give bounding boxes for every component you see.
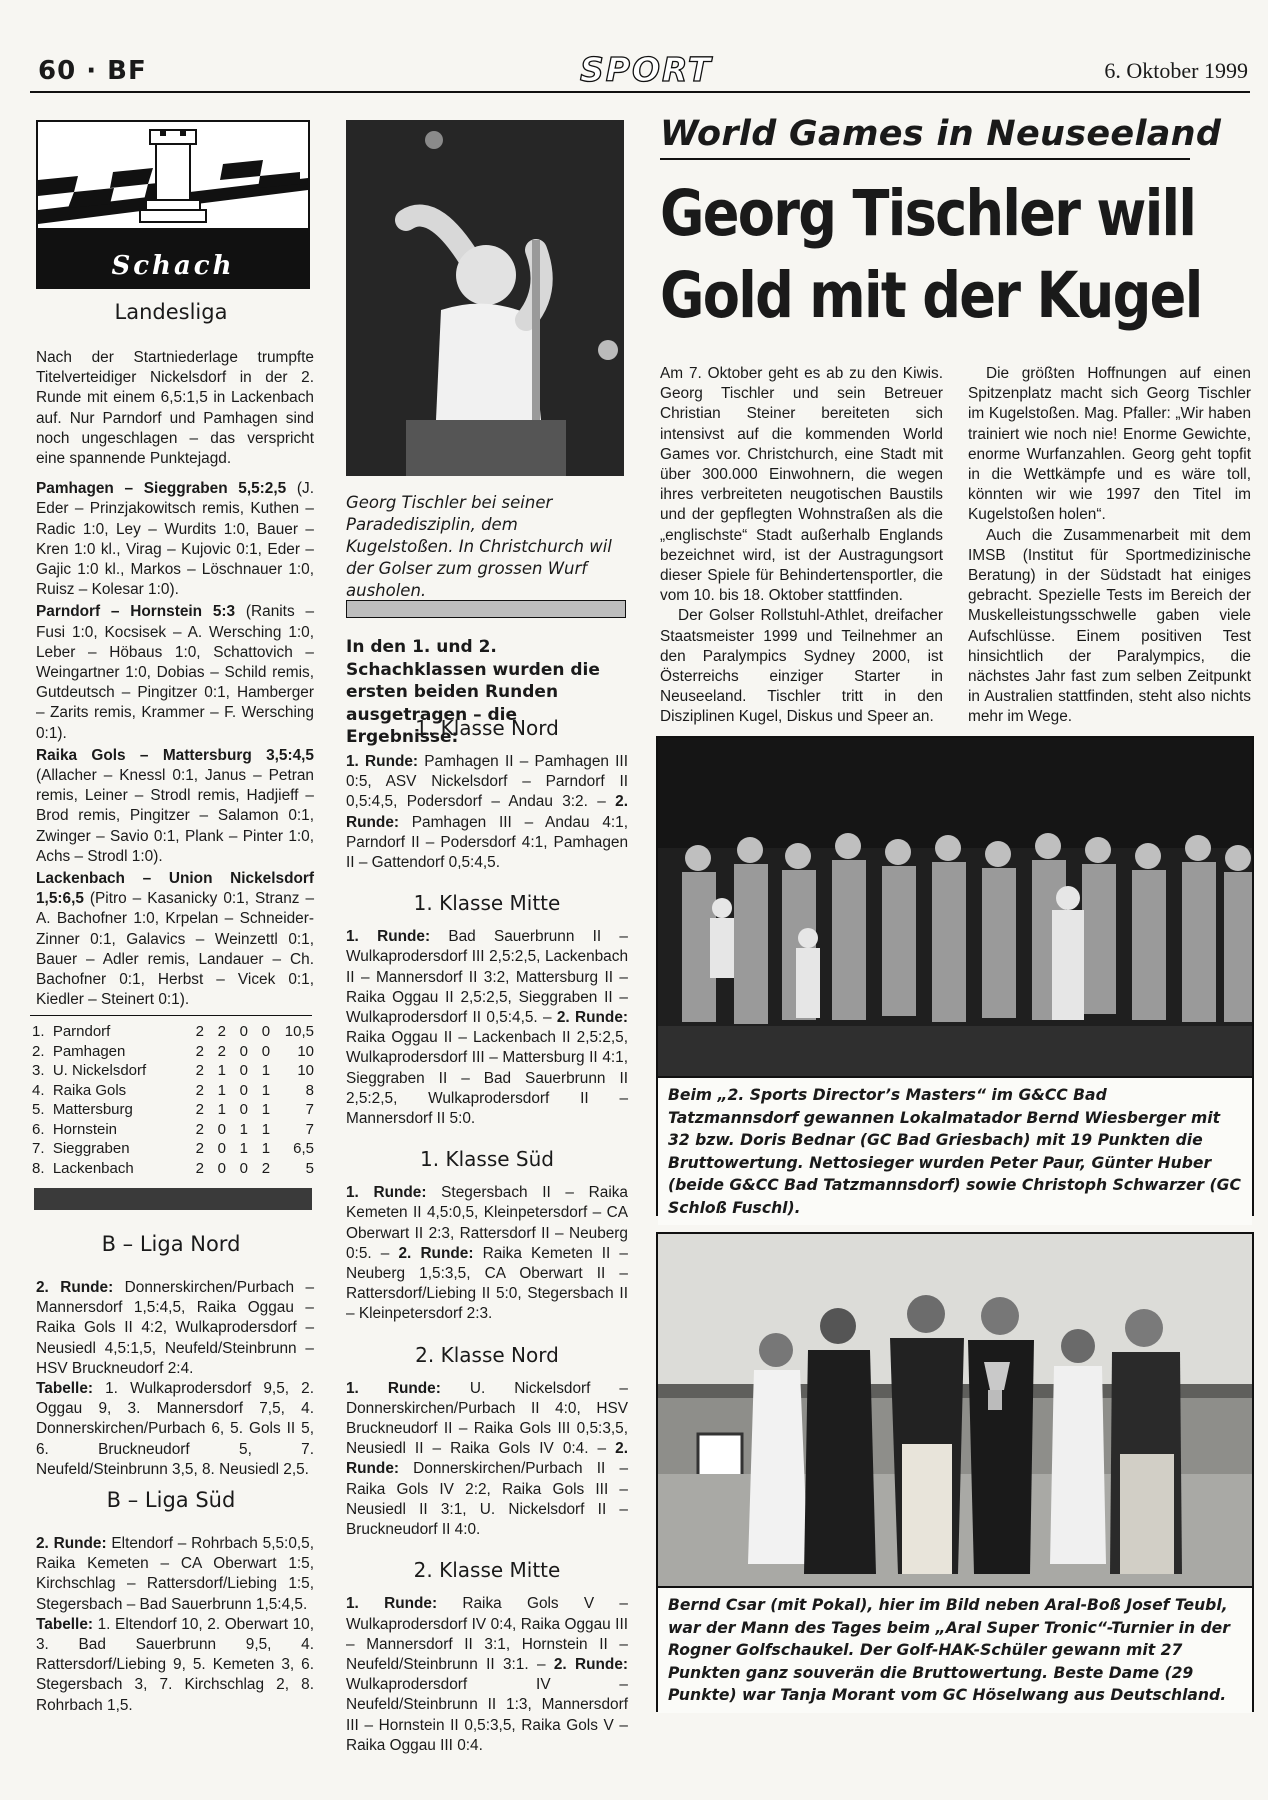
standings-rank: 1. (32, 1023, 45, 1041)
article-col2-p2: Auch die Zusammenarbeit mit dem IMSB (Institut für Sportmedizinische Beratung) in der Südstadt hat einiges gebracht. Spezielle Tests im Bereich der Muskelleistungsschwelle gaben viele Aufschlüsse. Einem positiven Test hinsichtlich der Paralympics, die nächstes Jahr fast zum selben Zeitpunkt in Australien stattfinden, steht also nichts mehr im Wege. (968, 526, 1251, 726)
bliga-nord-round-text: Donnerskirchen/Purbach – Mannersdorf 1,5:4,5, Raika Oggau – Raika Gols II 4:2, Wulkaprodersdorf – Neusiedl 4,5:1,5, Neufeld/Steinbrunn – HSV Bruckneudorf 2:4. (36, 1279, 314, 1377)
match-3-head: Raika Gols – Mattersburg 3,5:4,5 (36, 746, 314, 764)
klasse-5-r1-text: Raika Gols V – Wulkaprodersdorf IV 0:4, Raika Oggau III – Mannersdorf II 3:1, Hornstein II – Neufeld/Steinbrunn II 3:1. – (346, 1595, 628, 1673)
standings-team: Pamhagen (52, 1042, 126, 1060)
standings-pts: 7 (305, 1120, 314, 1138)
bliga-sued-table-label: Tabelle: (36, 1615, 94, 1633)
klasse-2-r1-text: Bad Sauerbrunn II – Wulkaprodersdorf III 2,5:2,5, Lackenbach II – Mannersdorf II 3:2, Mattersburg II – Raika Oggau II 2,5:2,5, Sieggraben II – Wulkaprodersdorf II 0,5:4,5. – (346, 928, 628, 1027)
klassen-list (346, 716, 628, 1756)
bliga-nord-text (36, 1278, 314, 1480)
klasse-3-r2-text: Raika Kemeten II – Neuberg 1,5:3,5, CA Oberwart II – Rattersdorf/Liebing II 5:0, Stegersbach II – Kleinpetersdorf 2:3. (346, 1244, 628, 1323)
match-2-body: (Ranits – Fusi 1:0, Kocsisek – A. Wersching 1:0, Leber – Höbaus 1:0, Schattovich – Weingartner 1:0, Dobias – Schild remis, Gutdeutsch – Pingitzer 0:1, Hamberger – Zarits remis, Krammer – F. Wersching 0:1). (36, 603, 314, 742)
match-1-body: (J. Eder – Prinzjakowitsch remis, Kuthen – Radic 1:0, Ley – Wurdits 1:0, Bauer – Kren 1:0 kl., Virag – Kujovic 0:1, Eder – Gajic 1:0 kl., Markos – Löschnauer 1:0, Ruisz – Kolesar 1:0). (36, 480, 315, 599)
bliga-sued-round-label: 2. Runde: (36, 1535, 107, 1552)
standings-rank: 7. (32, 1140, 45, 1158)
chess-logo (36, 120, 310, 289)
bliga-nord-table-label: Tabelle: (36, 1380, 94, 1398)
klasse-3-title: 1. Klasse Süd (420, 1147, 554, 1172)
standings-p: 2 (195, 1140, 204, 1158)
standings-rule (30, 1015, 312, 1016)
standings-rank: 2. (32, 1042, 45, 1060)
photo-shot-put (346, 120, 624, 476)
klasse-4-title: 2. Klasse Nord (415, 1342, 559, 1367)
bliga-sued-round (36, 1534, 314, 1615)
bliga-sued-text (36, 1534, 314, 1716)
standings-l: 1 (261, 1081, 271, 1099)
standings-l: 0 (261, 1023, 271, 1041)
chess-column (36, 348, 314, 1011)
shot-put-athlete-image (346, 120, 624, 476)
bliga-nord-table (36, 1379, 314, 1480)
table-row (32, 1100, 314, 1120)
klasse-5-title: 2. Klasse Mitte (413, 1558, 561, 1583)
standings-team: Hornstein (52, 1120, 118, 1138)
match-1-head: Pamhagen – Sieggraben 5,5:2,5 (36, 480, 287, 498)
match-4-body: (Pitro – Kasanicky 0:1, Stranz – A. Bachofner 1:0, Krpelan – Schneider-Zinner 0:1, Galavics – Weinzettl 0:1, Bauer – Adler remis, Landauer – Ch. Bachofner 0:1, Herbst – Vicek 0:1, Kiedler – Steinert 0:1). (36, 890, 314, 1009)
standings-w: 0 (217, 1140, 226, 1158)
klasse-3-text (346, 1183, 628, 1324)
klasse-2-text (346, 927, 628, 1129)
match-4-head: Lackenbach – Union Nickelsdorf 1,5:6,5 (36, 870, 314, 908)
article-col1-p2: Der Golser Rollstuhl-Athlet, dreifacher Staatsmeister 1999 und Teilnehmer an den Paralympics Sydney 2000, ist Österreichs einziger Starter in Neuseeland. Tischler tritt in den Disziplinen Kugel, Diskus und Speer an. (660, 607, 943, 726)
table-row (32, 1139, 314, 1159)
article-col2-p1: Die größten Hoffnungen auf einen Spitzenplatz macht sich Georg Tischler im Kugelstoßen. Mag. Pfaller: „Wir haben trainiert wie noch nie! Enorme Gewichte, enorme Wurfanzahlen. Georg geht topfit in die Wettkämpfe und es wäre toll, könnten wir wie 1997 den Titel im Kugelstoßen holen“. (968, 365, 1251, 524)
standings-d: 0 (239, 1023, 249, 1041)
header-rule (30, 91, 1250, 93)
klasse-4-r2-text: Donnerskirchen/Purbach II – Raika Gols IV 2:2, Raika Gols III – Neusiedl II 3:1, U. Nickelsdorf II – Bruckneudorf II 4:0. (346, 1460, 628, 1539)
article-column-1 (660, 364, 943, 728)
bliga-nord-heading: B – Liga Nord (101, 1232, 241, 1256)
standings-p: 2 (195, 1120, 204, 1138)
photo-aral (658, 1234, 1252, 1586)
table-row (32, 1081, 314, 1101)
standings-p: 2 (195, 1101, 204, 1119)
match-4 (36, 869, 314, 1010)
standings-pts: 8 (305, 1081, 314, 1099)
issue-date: 6. Oktober 1999 (1104, 58, 1248, 83)
klasse-4-text (346, 1379, 628, 1541)
standings-p: 2 (195, 1159, 204, 1177)
chess-intro: Nach der Startniederlage trumpfte Titelverteidiger Nickelsdorf in der 2. Runde mit einem 6,5:1,5 in Lackenbach auf. Nur Parndorf und Pamhagen sind noch ungeschlagen – das verspricht eine spannende Punktejagd. (36, 349, 314, 468)
paper-name: BF (107, 56, 147, 86)
standings-d: 0 (239, 1159, 249, 1177)
middle-divider-bar (346, 600, 626, 618)
bliga-nord-round-label: 2. Runde: (36, 1279, 114, 1296)
standings-d: 1 (239, 1120, 249, 1138)
klasse-4-r2-label: 2. Runde: (346, 1440, 628, 1478)
klasse-5-text (346, 1594, 628, 1756)
klasse-1-r2-text: Pamhagen III – Andau 4:1, Parndorf II – Podersdorf 4:1, Pamhagen II – Gattendorf 0,5:4,5. (346, 813, 628, 872)
bliga-nord-table-text: 1. Wulkaprodersdorf 9,5, 2. Oggau 9, 3. Mannersdorf 7,5, 4. Donnerskirchen/Purbach 6, 5. Gols II 5, 6. Bruckneudorf 5, 7. Neufeld/Steinbrunn 3,5, 8. Neusiedl 2,5. (36, 1380, 314, 1478)
klasse-1-text (346, 752, 628, 873)
standings-l: 1 (261, 1120, 271, 1138)
golf-group-photo-image (658, 738, 1252, 1076)
match-1 (36, 479, 314, 600)
standings-rank: 4. (32, 1081, 45, 1099)
klasse-2-r2-label: 2. Runde: (556, 1009, 628, 1027)
golf-trophy-photo-image (658, 1234, 1252, 1586)
klasse-1-r1-text: Pamhagen II – Pamhagen III 0:5, ASV Nickelsdorf – Parndorf II 0,5:4,5, Podersdorf – Andau 3:2. – (346, 753, 628, 811)
section-title: SPORT (580, 50, 713, 89)
standings-rank: 3. (32, 1062, 45, 1080)
landesliga-heading: Landesliga (114, 300, 228, 324)
photo-aral-caption: Bernd Csar (mit Pokal), hier im Bild neben Aral-Boß Josef Teubl, war der Mann des Tages beim „Aral Super Tronic“-Turnier in der Rogner Golfschaukel. Der Golf-HAK-Schüler gewann mit 27 Punkten ganz souverän die Bruttowertung. Beste Dame (29 Punkte) war Tanja Morant vom GC Höselwang aus Deutschland. (658, 1586, 1252, 1713)
bliga-sued-table (36, 1615, 314, 1716)
klasse-2-r1-label: 1. Runde: (346, 928, 431, 946)
standings-d: 0 (239, 1101, 249, 1119)
standings-team: Mattersburg (52, 1101, 133, 1119)
klassen-intro: In den 1. und 2. Schachklassen wurden die ersten beiden Runden ausgetragen – die Ergebnisse: (346, 637, 600, 747)
klasse-3-r1-text: Stegersbach II – Raika Kemeten II 4,5:0,5, Kleinpetersdorf – CA Oberwart II 2:3, Rattersdorf II – Neuberg 0:5. – (346, 1184, 628, 1262)
standings-w: 0 (217, 1159, 226, 1177)
standings-team: Lackenbach (52, 1159, 134, 1177)
standings-table (32, 1022, 314, 1178)
standings-w: 0 (217, 1120, 226, 1138)
photo-masters (658, 738, 1252, 1076)
article-headline-line-1: Georg Tischler will (660, 177, 1196, 250)
klasse-3-r2-label: 2. Runde: (398, 1244, 474, 1262)
standings-pts: 10 (297, 1062, 314, 1080)
standings-rank: 8. (32, 1159, 45, 1177)
klasse-2-title: 1. Klasse Mitte (413, 891, 561, 916)
photo-shot-put-caption: Georg Tischler bei seiner Paradedisziplin, dem Kugelstoßen. In Christchurch wil der Golser zum grossen Wurf ausholen. (346, 493, 612, 600)
table-row (32, 1061, 314, 1081)
standings-team: U. Nickelsdorf (52, 1062, 147, 1080)
klasse-1-r2-label: 2. Runde: (346, 793, 628, 831)
photo-aral-box (656, 1232, 1254, 1712)
klasse-1-r1-label: 1. Runde: (346, 753, 419, 770)
table-row (32, 1022, 314, 1042)
klasse-1-title: 1. Klasse Nord (415, 716, 559, 740)
match-2-head: Parndorf – Hornstein 5:3 (36, 603, 236, 621)
photo-masters-caption: Beim „2. Sports Director’s Masters“ im G&CC Bad Tatzmannsdorf gewannen Lokalmatador Bernd Wiesberger mit 32 bzw. Doris Bednar (GC Bad Griesbach) mit 19 Punkten die Bruttowertung. Nettosieger wurden Peter Paur, Günter Huber (beide G&CC Bad Tatzmannsdorf) sowie Christoph Schwarzer (GC Schloß Fuschl). (658, 1076, 1252, 1225)
standings-p: 2 (195, 1042, 204, 1060)
klasse-5-r2-text: Wulkaprodersdorf IV – Neufeld/Steinbrunn II 1:3, Mannersdorf III – Hornstein II 0,5:3,5, Raika Gols V – Raika Oggau III 0:4. (346, 1676, 628, 1754)
match-3 (36, 746, 314, 867)
standings-p: 2 (195, 1062, 204, 1080)
standings-l: 1 (261, 1101, 271, 1119)
standings-rank: 6. (32, 1120, 45, 1138)
standings-team: Parndorf (52, 1023, 111, 1041)
standings-w: 1 (217, 1062, 226, 1080)
standings-w: 2 (217, 1042, 226, 1060)
page-number: 60 (38, 56, 77, 86)
chess-board-rook-icon (38, 122, 308, 247)
table-row (32, 1120, 314, 1140)
standings-l: 0 (261, 1042, 271, 1060)
chess-logo-label: Schach (38, 245, 308, 287)
klasse-4-r1-text: U. Nickelsdorf – Donnerskirchen/Purbach II 4:0, HSV Bruckneudorf II – Raika Gols III 0,5:3,5, Neusiedl II – Raika Gols IV 0:4. – (346, 1379, 628, 1458)
standings-d: 1 (239, 1140, 249, 1158)
standings-d: 0 (239, 1042, 249, 1060)
standings-d: 0 (239, 1081, 249, 1099)
klasse-3-r1-label: 1. Runde: (346, 1184, 427, 1202)
article-column-2 (968, 364, 1251, 728)
standings-d: 0 (239, 1062, 249, 1080)
page-folio: 60 · BF (38, 56, 147, 86)
photo-masters-box (656, 736, 1254, 1216)
bliga-sued-table-text: 1. Eltendorf 10, 2. Oberwart 10, 3. Bad Sauerbrunn 9,5, 4. Rattersdorf/Liebing 9, 5. Kemeten 3, 6. Stegersbach 3, 7. Kirchschlag 2, 8. Rohrbach 1,5. (36, 1615, 314, 1714)
table-row (32, 1159, 314, 1179)
bliga-sued-heading: B – Liga Süd (106, 1488, 236, 1512)
divider-bar (34, 1188, 312, 1210)
standings-team: Raika Gols (52, 1081, 127, 1099)
match-3-body: (Allacher – Knessl 0:1, Janus – Petran remis, Leiner – Strodl remis, Hadjieff – Brod remis, Pingitzer – Salamon 0:1, Zwinger – Savio 0:1, Plank – Pinter 1:0, Achs – Strodl 1:0). (36, 767, 314, 865)
kicker-rule (660, 158, 1190, 160)
standings-l: 2 (261, 1159, 271, 1177)
article-col1-p1: Am 7. Oktober geht es ab zu den Kiwis. Georg Tischler und sein Betreuer Christian Steiner bereiteten sich intensivst auf die kommenden World Games vor. Christchurch, eine Stadt mit über 300.000 Einwohnern, die wegen ihres verbreiteten neugotischen Baustils und der gepflegten Wohnstraßen als die „englischste“ Stadt außerhalb Englands bezeichnet wird, ist der Austragungsort dieser Spiele für Behindertensportler, die vom 10. bis 18. Oktober stattfinden. (660, 365, 943, 605)
standings-l: 1 (261, 1062, 271, 1080)
klasse-5-r1-label: 1. Runde: (346, 1595, 438, 1613)
standings-team: Sieggraben (52, 1140, 130, 1158)
standings-rank: 5. (32, 1101, 45, 1119)
standings-l: 1 (261, 1140, 271, 1158)
standings-w: 2 (217, 1023, 226, 1041)
klasse-5-r2-label: 2. Runde: (553, 1655, 629, 1673)
standings-w: 1 (217, 1081, 226, 1099)
article-kicker: World Games in Neuseeland (660, 114, 1222, 154)
standings-p: 2 (195, 1081, 204, 1099)
bliga-nord-round (36, 1278, 314, 1379)
article-headline-line-2: Gold mit der Kugel (660, 259, 1202, 332)
standings-pts: 7 (305, 1101, 314, 1119)
standings-p: 2 (195, 1023, 204, 1041)
table-row (32, 1042, 314, 1062)
standings-pts: 5 (305, 1159, 314, 1177)
klasse-4-r1-label: 1. Runde: (346, 1379, 441, 1397)
standings-pts: 6,5 (293, 1140, 314, 1158)
bliga-sued-round-text: Eltendorf – Rohrbach 5,5:0,5, Raika Kemeten – CA Oberwart 1:5, Kirchschlag – Rattersdorf/Liebing 1:5, Stegersbach – Bad Sauerbrunn 1,5:4,5. (36, 1535, 314, 1613)
standings-pts: 10,5 (284, 1023, 314, 1041)
match-2 (36, 602, 314, 743)
standings-w: 1 (217, 1101, 226, 1119)
standings-pts: 10 (297, 1042, 314, 1060)
klasse-2-r2-text: Raika Oggau II – Lackenbach II 2,5:2,5, Wulkaprodersdorf III – Mattersburg II 4:1, Sieggraben II – Bad Sauerbrunn II 2,5:2,5, Wulkaprodersdorf II – Mannersdorf II 5:0. (346, 1029, 628, 1128)
